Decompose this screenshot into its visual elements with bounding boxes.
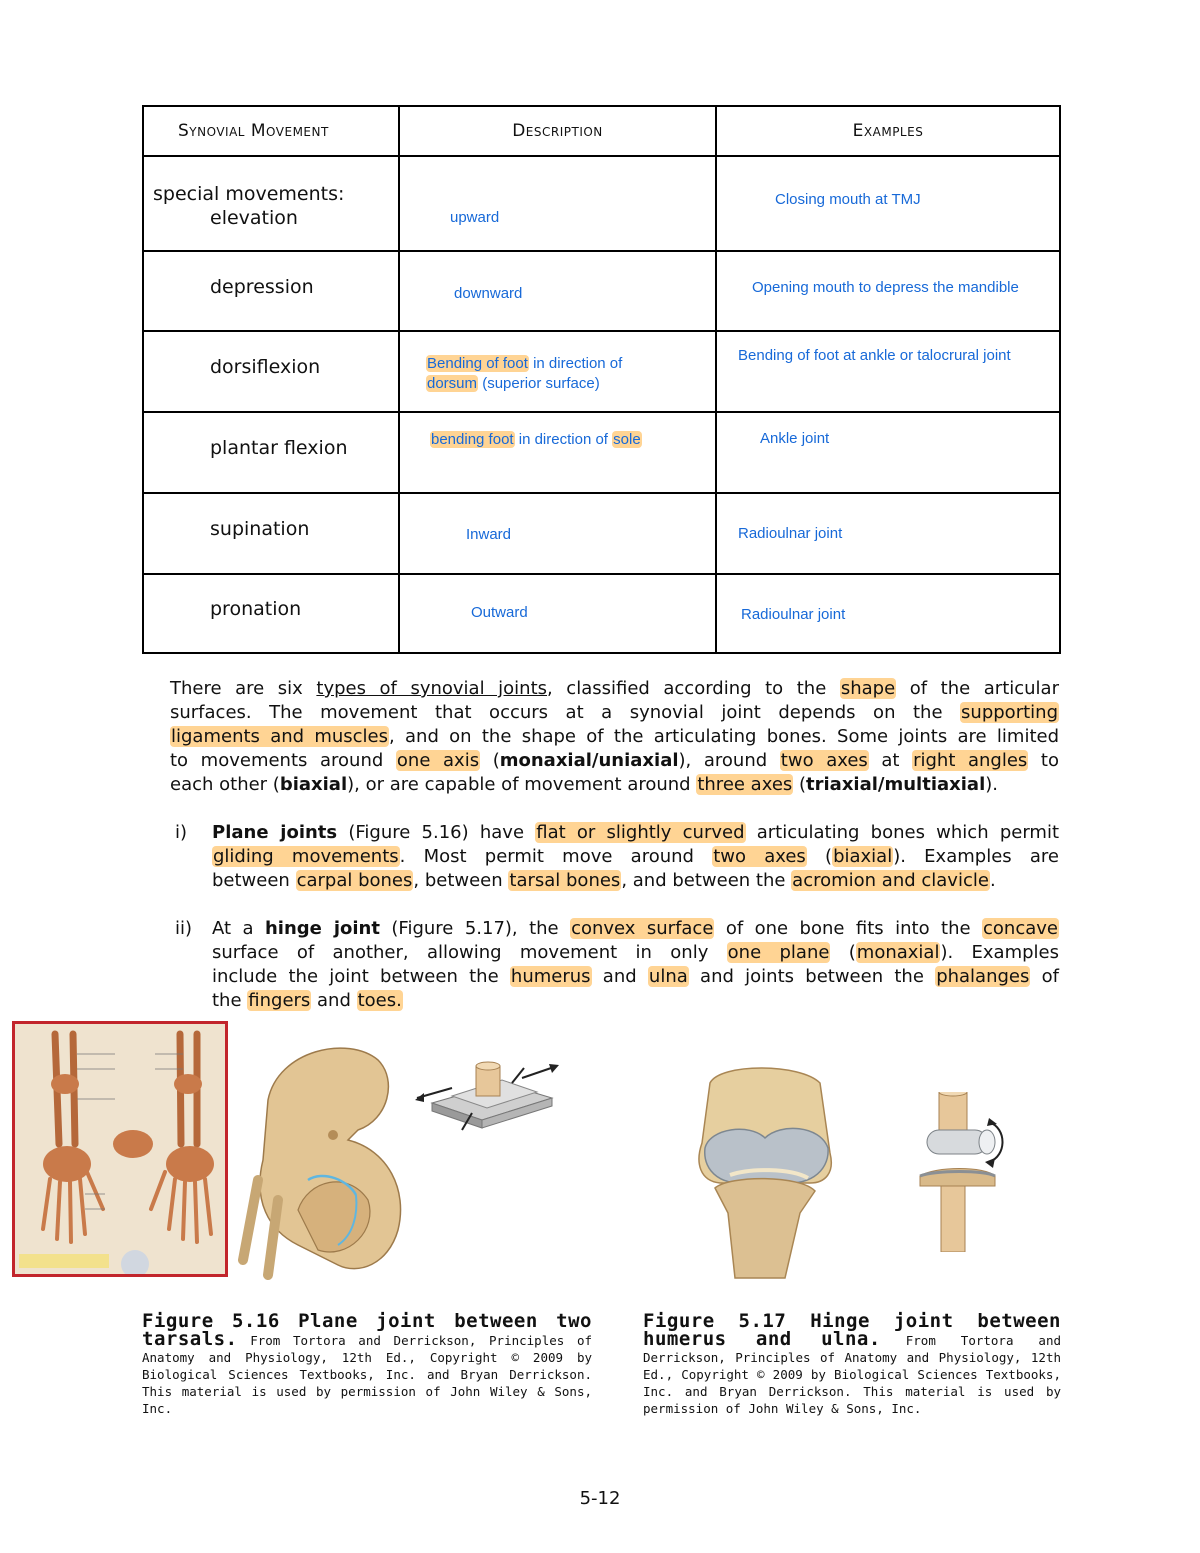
header-examples: Examples xyxy=(716,106,1060,156)
description-text: Inward xyxy=(466,526,512,543)
highlight: Bending of foot xyxy=(427,355,528,372)
intro-line: surfaces. The movement that occurs at a synovial joint depends on the supporting xyxy=(170,702,1058,723)
example-cell xyxy=(716,156,1060,251)
intro-line: There are six types of synovial joints, classified according to the shape of the articular xyxy=(170,678,1059,699)
description-text: downward xyxy=(454,285,523,302)
table-row xyxy=(143,493,1060,574)
example-cell xyxy=(716,493,1060,574)
figure-5-16-credit: From Tortora and Derrickson, Principles of Anatomy and Physiology, 12th Ed., Copyright © 2009 by Biological Sciences Textbooks, Inc. and Bryan Derrickson. This material is used by permission of John Wiley & Sons, Inc. xyxy=(142,1333,592,1416)
movement-cell xyxy=(143,331,399,412)
description-cell xyxy=(399,156,716,251)
page-number: 5-12 xyxy=(579,1488,621,1509)
example-cell xyxy=(716,331,1060,412)
table-row xyxy=(143,412,1060,493)
description-text: bending foot in direction of sole xyxy=(431,431,641,448)
item-line: gliding movements. Most permit move around two axes (biaxial). Examples are xyxy=(213,846,1059,867)
movement-name: depression xyxy=(210,276,314,298)
description-line-1: Bending of foot in direction of xyxy=(427,355,623,372)
example-text: Bending of foot at ankle or talocrural joint xyxy=(738,347,1011,364)
figure-5-16-title: Figure 5.16 Plane joint between two tarsals. xyxy=(142,1310,592,1350)
hinge-drawing xyxy=(915,1092,1007,1252)
figure-5-16-caption xyxy=(142,1310,592,1417)
list-marker: i) xyxy=(175,822,188,843)
tarsal-bones-illustration xyxy=(238,1030,413,1280)
item-line: At a hinge joint (Figure 5.17), the convex surface of one bone fits into the concave xyxy=(212,918,1058,939)
item-line: the fingers and toes. xyxy=(212,990,402,1011)
arm-illustration xyxy=(15,1024,228,1277)
movement-cell xyxy=(143,574,399,653)
humerus-ulna-drawing xyxy=(690,1063,840,1283)
figure-5-17-title: Figure 5.17 Hinge joint between humerus and ulna. xyxy=(643,1310,1061,1350)
highlight: sole xyxy=(613,431,641,448)
plane-joint-drawing xyxy=(412,1058,562,1136)
description-line-2: dorsum (superior surface) xyxy=(427,375,600,392)
intro-line: each other (biaxial), or are capable of movement around three axes (triaxial/multiaxial). xyxy=(170,774,998,795)
tarsal-bones-drawing xyxy=(238,1030,413,1280)
movement-cell xyxy=(143,251,399,331)
header-description: Description xyxy=(399,106,716,156)
table-row xyxy=(143,156,1060,251)
movement-cell xyxy=(143,493,399,574)
plane-joint-diagram xyxy=(412,1058,562,1136)
hinge-joint-diagram xyxy=(915,1092,1007,1252)
figure-5-17-credit: From Tortora and Derrickson, Principles of Anatomy and Physiology, 12th Ed., Copyright © 2009 by Biological Sciences Textbooks, Inc. and Bryan Derrickson. This material is used by permission of John Wiley & Sons, Inc. xyxy=(643,1333,1061,1416)
example-text: Opening mouth to depress the mandible xyxy=(752,279,1019,296)
textbook-arm-photo xyxy=(12,1021,228,1277)
example-text: Radioulnar joint xyxy=(741,606,846,623)
hinge-joint-illustration xyxy=(690,1063,840,1283)
example-cell xyxy=(716,251,1060,331)
intro-line: ligaments and muscles, and on the shape of the articulating bones. Some joints are limited xyxy=(171,726,1059,747)
intro-line: to movements around one axis (monaxial/uniaxial), around two axes at right angles to xyxy=(170,750,1059,771)
description-text: Outward xyxy=(471,604,528,621)
table-row xyxy=(143,251,1060,331)
movement-name: supination xyxy=(210,518,310,540)
table-header-row xyxy=(143,106,1060,156)
example-text: Closing mouth at TMJ xyxy=(775,191,921,208)
synovial-movement-table xyxy=(142,105,1061,654)
description-cell xyxy=(399,493,716,574)
example-cell xyxy=(716,574,1060,653)
movement-group-label: special movements: xyxy=(153,183,345,205)
header-movement: Synovial Movement xyxy=(143,106,399,156)
list-marker: ii) xyxy=(175,918,193,939)
description-cell xyxy=(399,251,716,331)
description-cell xyxy=(399,331,716,412)
movement-cell xyxy=(143,156,399,251)
example-text: Radioulnar joint xyxy=(738,525,843,542)
table-row xyxy=(143,331,1060,412)
highlight: bending foot xyxy=(431,431,514,448)
item-line: surface of another, allowing movement in only one plane (monaxial). Examples xyxy=(212,942,1060,963)
item-line: Plane joints (Figure 5.16) have flat or slightly curved articulating bones which permit xyxy=(212,822,1059,843)
movement-name: plantar flexion xyxy=(210,437,348,459)
movement-cell xyxy=(143,412,399,493)
table-row xyxy=(143,574,1060,653)
movement-name: dorsiflexion xyxy=(210,356,321,378)
example-text: Ankle joint xyxy=(760,430,830,447)
item-line: between carpal bones, between tarsal bones, and between the acromion and clavicle. xyxy=(212,870,996,891)
description-cell xyxy=(399,412,716,493)
highlight: dorsum xyxy=(427,375,478,392)
description-cell xyxy=(399,574,716,653)
movement-name: pronation xyxy=(210,598,302,620)
figure-5-17-caption xyxy=(643,1310,1061,1417)
example-cell xyxy=(716,412,1060,493)
item-line: include the joint between the humerus and ulna and joints between the phalanges of xyxy=(212,966,1059,987)
movement-name: elevation xyxy=(210,207,298,229)
description-text: upward xyxy=(450,209,500,226)
